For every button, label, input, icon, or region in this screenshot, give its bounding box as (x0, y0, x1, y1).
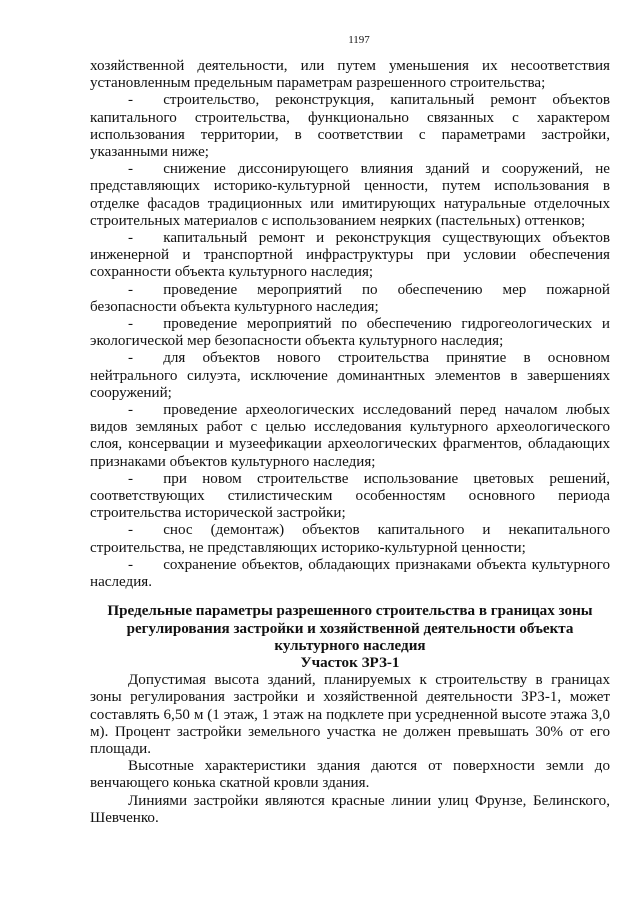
body-paragraph: Линиями застройки являются красные линии улиц Фрунзе, Белинского, Шевченко. (90, 792, 610, 826)
list-item: - проведение мероприятий по обеспечению гидрогеологических и экологической мер безопасности объекта культурного наследия; (90, 316, 610, 350)
body-paragraph: Допустимая высота зданий, планируемых к строительству в границах зоны регулирования застройки и хозяйственной деятельности ЗРЗ-1, может составлять 6,50 м (1 этаж, 1 этаж на подклете при усредненной высоте этажа 3,0 м). Процент застройки земельного участка не должен превышать 30% от его площади. (90, 672, 610, 757)
paragraph-continuation: хозяйственной деятельности, или путем уменьшения их несоответствия установленным предельным параметрам разрешенного строительства; (90, 58, 610, 92)
list-item: - при новом строительстве использование цветовых решений, соответствующих стилистическим особенностям основного периода строительства исторической застройки; (90, 470, 610, 522)
list-item: - проведение мероприятий по обеспечению мер пожарной безопасности объекта культурного наследия; (90, 281, 610, 315)
page-number: 1197 (348, 34, 370, 46)
list-item: - для объектов нового строительства принятие в основном нейтрального силуэта, исключение доминантных элементов в завершениях сооружений; (90, 350, 610, 401)
section-subheading: Участок ЗРЗ-1 (300, 654, 400, 671)
list-item: - строительство, реконструкция, капитальный ремонт объектов капитального строительства, функционально связанных с характером использования территории, в соответствии с параметрами застройки, указанными ниже; (90, 92, 610, 161)
document-page (90, 34, 610, 827)
body-paragraph: Высотные характеристики здания даются от поверхности земли до венчающего конька скатной кровли здания. (90, 758, 610, 792)
section-heading: Предельные параметры разрешенного строительства в границах зоны регулирования застройки и хозяйственной деятельности объекта культурного наследия (107, 603, 593, 654)
list-item: - снос (демонтаж) объектов капитального и некапитального строительства, не представляющих историко-культурной ценности; (90, 522, 610, 556)
list-item: - капитальный ремонт и реконструкция существующих объектов инженерной и транспортной инфраструктуры при условии обеспечения сохранности объекта культурного наследия; (90, 230, 610, 281)
list-item: - снижение диссонирующего влияния зданий и сооружений, не представляющих историко-культурной ценности, путем использования в отделке фасадов традиционных или имитирующих натуральные отделочных строительных материалов с использованием неярких (пастельных) оттенков; (90, 161, 610, 229)
list-item: - сохранение объектов, обладающих признаками объекта культурного наследия. (90, 556, 610, 591)
list-item: - проведение археологических исследований перед началом любых видов земляных работ с целью исследования культурного археологического слоя, консервации и музеефикации археологических фрагментов, обладающих признаками объектов культурного наследия; (90, 402, 610, 470)
